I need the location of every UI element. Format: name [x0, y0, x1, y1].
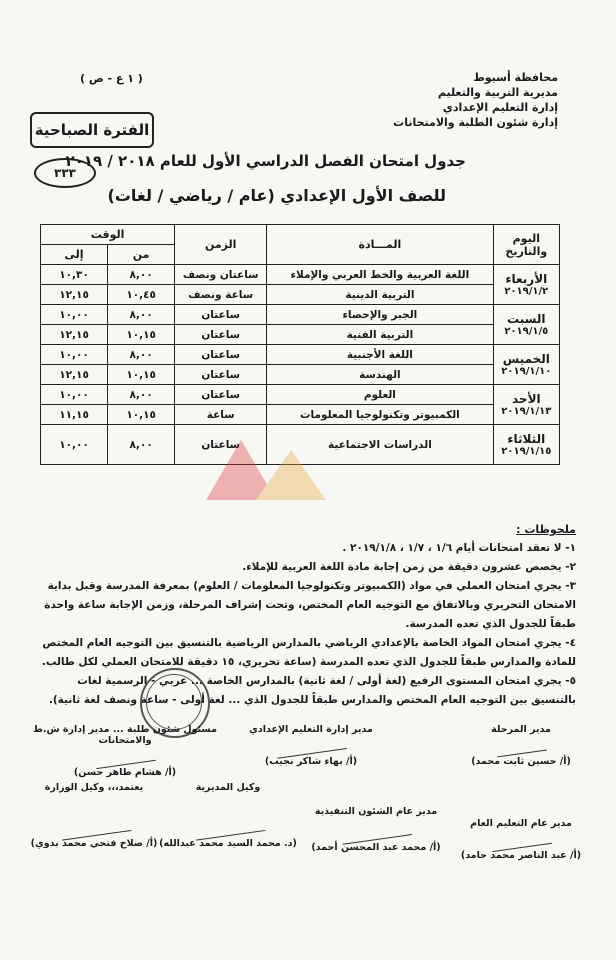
to-cell: ١٢,١٥ [41, 285, 108, 305]
signature-title: يعتمد،،، وكيل الوزارة [44, 782, 144, 793]
day-date: ٢٠١٩/١/١٣ [501, 406, 552, 417]
table-row [41, 365, 560, 385]
signature-block [30, 724, 220, 778]
to-cell: ١٠,٠٠ [41, 385, 108, 405]
to-cell: ١٠,٣٠ [41, 265, 108, 285]
signature-name: (د. محمد السيد محمد عبدالله) [159, 838, 297, 849]
day-cell [493, 425, 559, 465]
duration-cell: ساعتان [175, 305, 267, 325]
from-cell: ١٠,١٥ [108, 325, 175, 345]
from-cell: ١٠,١٥ [108, 365, 175, 385]
handwritten-signature [275, 732, 347, 759]
from-cell: ٨,٠٠ [108, 305, 175, 325]
subject-cell: التربية الفنية [267, 325, 493, 345]
day-date: ٢٠١٩/١/٢ [504, 286, 549, 297]
day-date: ٢٠١٩/١/١٥ [501, 446, 552, 457]
signature-name: (أ/ صلاح فتحي محمد بدوي) [30, 838, 158, 849]
handwritten-signature [56, 790, 131, 840]
day-cell [493, 345, 559, 385]
note-item: ٤- يجري امتحان المواد الخاصة بالإعدادي الرياضي بالمدارس الرياضية بالتنسيق بين التوجيه العام المختص للمادة والمدارس طبقاً للجدول الذي تعده المدرسة (ساعة تحريري، ١٥ دقيقة للامتحان العملي لكل طالب. [41, 637, 576, 668]
day-cell [493, 305, 559, 345]
signature-name: (أ/ محمد عبد المحسن أحمد) [311, 842, 441, 853]
signature-block [456, 818, 586, 861]
official-seal-inner [146, 674, 202, 730]
header-block [393, 70, 558, 130]
day-name: الأربعاء [505, 272, 548, 286]
subject-cell: الكمبيوتر وتكنولوجيا المعلومات [267, 405, 493, 425]
to-cell: ١١,١٥ [41, 405, 108, 425]
watermark-logo [196, 430, 336, 510]
signature-title: مسئول شئون طلبة ... مدير إدارة ش.ط والامتحانات [33, 724, 217, 746]
handwritten-signature [340, 814, 412, 845]
duration-cell: ساعتان [175, 385, 267, 405]
duration-cell: ساعتان [175, 325, 267, 345]
subject-cell: العلوم [267, 385, 493, 405]
header-day: اليوم والتاريخ [493, 225, 559, 265]
signature-block [466, 724, 576, 767]
subject-cell: اللغة العربية والخط العربي والإملاء [267, 265, 493, 285]
table-row [41, 265, 560, 285]
day-name: السبت [507, 312, 546, 326]
from-cell: ١٠,٤٥ [108, 285, 175, 305]
subject-cell: الجبر والإحصاء [267, 305, 493, 325]
signature-title: وكيل المديرية [195, 782, 261, 793]
signature-title: مدير عام الشئون التنفيذية [314, 806, 438, 817]
signature-name: (أ/ حسين ثابت محمد) [471, 756, 571, 767]
signature-block [158, 782, 298, 849]
from-cell: ٨,٠٠ [108, 385, 175, 405]
signature-title: مدير عام التعليم العام [470, 818, 572, 829]
header-admin: إدارة التعليم الإعدادي [442, 101, 558, 114]
signature-title: مدير المرحلة [491, 724, 551, 735]
table-row [41, 385, 560, 405]
exam-schedule-table [40, 224, 560, 465]
circled-number: ٣٣٣ [34, 158, 96, 188]
page-subtitle: للصف الأول الإعدادي (عام / رياضي / لغات) [107, 186, 446, 205]
from-cell: ١٠,١٥ [108, 405, 175, 425]
duration-cell: ساعة [175, 405, 267, 425]
signature-block [24, 782, 164, 849]
subject-cell: الدراسات الاجتماعية [267, 425, 493, 465]
note-item: ٥- يجري امتحان المستوى الرفيع (لغة أولى / لغة ثانية) بالمدارس الخاصة ... عربي - الرسمية لغات بالتنسيق بين التوجيه العام المختص والمدارس طبقاً للجدول الذي ... لغة أولى - ساعة ونصف لغة ثانية). [48, 675, 576, 706]
to-cell: ١٢,١٥ [41, 325, 108, 345]
table-row [41, 285, 560, 305]
table-row [41, 305, 560, 325]
to-cell: ١٠,٠٠ [41, 345, 108, 365]
signature-block [306, 806, 446, 853]
subject-cell: الهندسة [267, 365, 493, 385]
signature-name: (أ/ بهاء شاكر نجيب) [264, 756, 358, 767]
duration-cell: ساعتان [175, 345, 267, 365]
handwritten-signature [490, 827, 552, 852]
header-subject: المـــادة [267, 225, 493, 265]
subject-cell: اللغة الأجنبية [267, 345, 493, 365]
notes-section [36, 520, 576, 710]
notes-title: ملحوظات : [516, 523, 576, 536]
note-item: ٢- يخصص عشرون دقيقة من زمن إجابة مادة اللغة العربية للإملاء. [242, 561, 576, 573]
day-cell [493, 265, 559, 305]
note-item: ٣- يجري امتحان العملي في مواد (الكمبيوتر وتكنولوجيا المعلومات / العلوم) بمعرفة المدرسة وقبل بداية الامتحان التحريري وبالاتفاق مع التوجيه العام المختص، وتحت إشراف المرحلة، وزمن الإجابة ساعة واحدة طبقاً للجدول الذي تعده المدرسة. [44, 580, 576, 630]
subject-cell: التربية الدينية [267, 285, 493, 305]
header-directorate: مديرية التربية والتعليم [437, 86, 558, 99]
handwritten-signature [495, 734, 547, 758]
to-cell: ١٠,٠٠ [41, 305, 108, 325]
signature-block [236, 724, 386, 767]
page-title: جدول امتحان الفصل الدراسي الأول للعام ٢٠١٨ / ٢٠١٩ [65, 152, 466, 170]
note-item: ١- لا تعقد امتحانات أيام ١/٦ ، ١/٧ ، ٢٠١٩/١/٨ . [342, 542, 576, 554]
to-cell: ١٠,٠٠ [41, 425, 108, 465]
header-to: إلى [41, 245, 108, 265]
from-cell: ٨,٠٠ [108, 345, 175, 365]
document-code: ( ١ ع - ص ) [80, 72, 143, 85]
handwritten-signature [94, 744, 156, 769]
period-box: الفترة الصباحية [30, 112, 154, 148]
duration-cell: ساعتان [175, 365, 267, 385]
header-from: من [108, 245, 175, 265]
table-row [41, 345, 560, 365]
duration-cell: ساعتان [175, 425, 267, 465]
header-time: الوقت [41, 225, 175, 245]
day-name: الثلاثاء [507, 432, 546, 446]
day-name: الأحد [511, 392, 541, 406]
duration-cell: ساعة ونصف [175, 285, 267, 305]
to-cell: ١٢,١٥ [41, 365, 108, 385]
handwritten-signature [190, 790, 265, 840]
from-cell: ٨,٠٠ [108, 425, 175, 465]
header-duration: الزمن [175, 225, 267, 265]
day-date: ٢٠١٩/١/٥ [504, 326, 549, 337]
signature-name: (أ/ هشام طاهر حسن) [73, 767, 177, 778]
header-dept: إدارة شئون الطلبة والامتحانات [393, 116, 558, 129]
from-cell: ٨,٠٠ [108, 265, 175, 285]
table-row [41, 325, 560, 345]
day-date: ٢٠١٩/١/١٠ [501, 366, 552, 377]
duration-cell: ساعتان ونصف [175, 265, 267, 285]
header-governorate: محافظة أسيوط [473, 71, 558, 84]
day-cell [493, 385, 559, 425]
signature-title: مدير إدارة التعليم الإعدادي [249, 724, 373, 735]
signature-name: (أ/ عبد الناصر محمد حامد) [460, 850, 582, 861]
table-row [41, 405, 560, 425]
day-name: الخميس [502, 352, 550, 366]
